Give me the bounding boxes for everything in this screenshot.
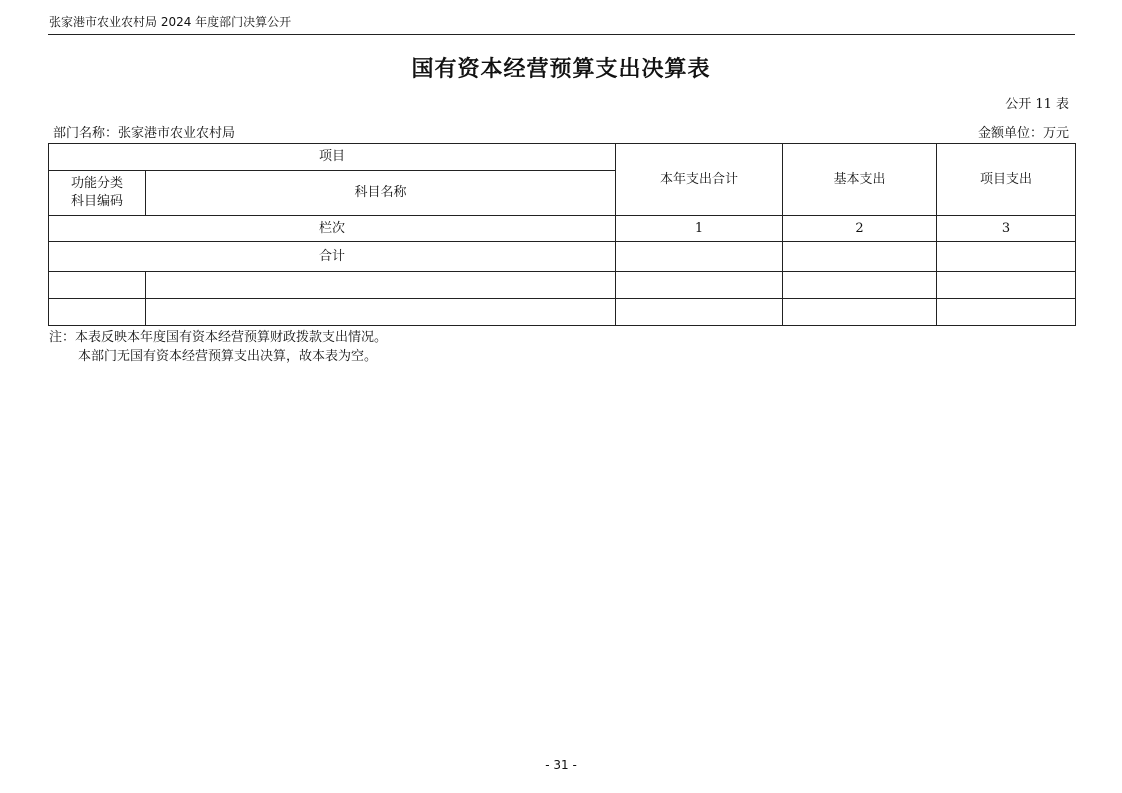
note-line-1: 注：本表反映本年度国有资本经营预算财政拨款支出情况。 [49, 330, 388, 345]
row-total [616, 272, 783, 299]
running-header: 张家港市农业农村局 2024 年度部门决算公开 [49, 15, 292, 29]
col-total-header: 本年支出合计 [616, 144, 783, 216]
header-divider [48, 34, 1075, 35]
column-index-1: 1 [616, 216, 783, 242]
row-basic [783, 272, 937, 299]
row-basic [783, 299, 937, 326]
row-project [937, 299, 1076, 326]
row-name [146, 299, 616, 326]
expenditure-table [48, 143, 1076, 326]
total-row-total [616, 242, 783, 272]
func-code-header: 功能分类 科目编码 [49, 171, 146, 216]
column-index-row [49, 216, 1076, 242]
table-row [49, 299, 1076, 326]
unit-label: 金额单位：万元 [977, 126, 1069, 141]
row-project [937, 272, 1076, 299]
row-name [146, 272, 616, 299]
row-total [616, 299, 783, 326]
notes [49, 328, 387, 366]
page-number: - 31 - [545, 758, 577, 772]
row-code [49, 272, 146, 299]
total-row [49, 242, 1076, 272]
column-index-3: 3 [937, 216, 1076, 242]
total-row-project [937, 242, 1076, 272]
col-project-header: 项目支出 [937, 144, 1076, 216]
form-number: 公开 11 表 [1005, 97, 1069, 112]
department-label: 部门名称：张家港市农业农村局 [53, 126, 236, 141]
column-index-2: 2 [783, 216, 937, 242]
page-title: 国有资本经营预算支出决算表 [411, 56, 711, 82]
subject-name-header: 科目名称 [146, 171, 616, 216]
table-row [49, 272, 1076, 299]
total-row-basic [783, 242, 937, 272]
table-header-row [49, 144, 1076, 171]
total-row-label: 合计 [49, 242, 616, 272]
column-index-label: 栏次 [49, 216, 616, 242]
note-line-2: 本部门无国有资本经营预算支出决算，故本表为空。 [78, 349, 378, 364]
col-basic-header: 基本支出 [783, 144, 937, 216]
item-header: 项目 [49, 144, 616, 171]
row-code [49, 299, 146, 326]
